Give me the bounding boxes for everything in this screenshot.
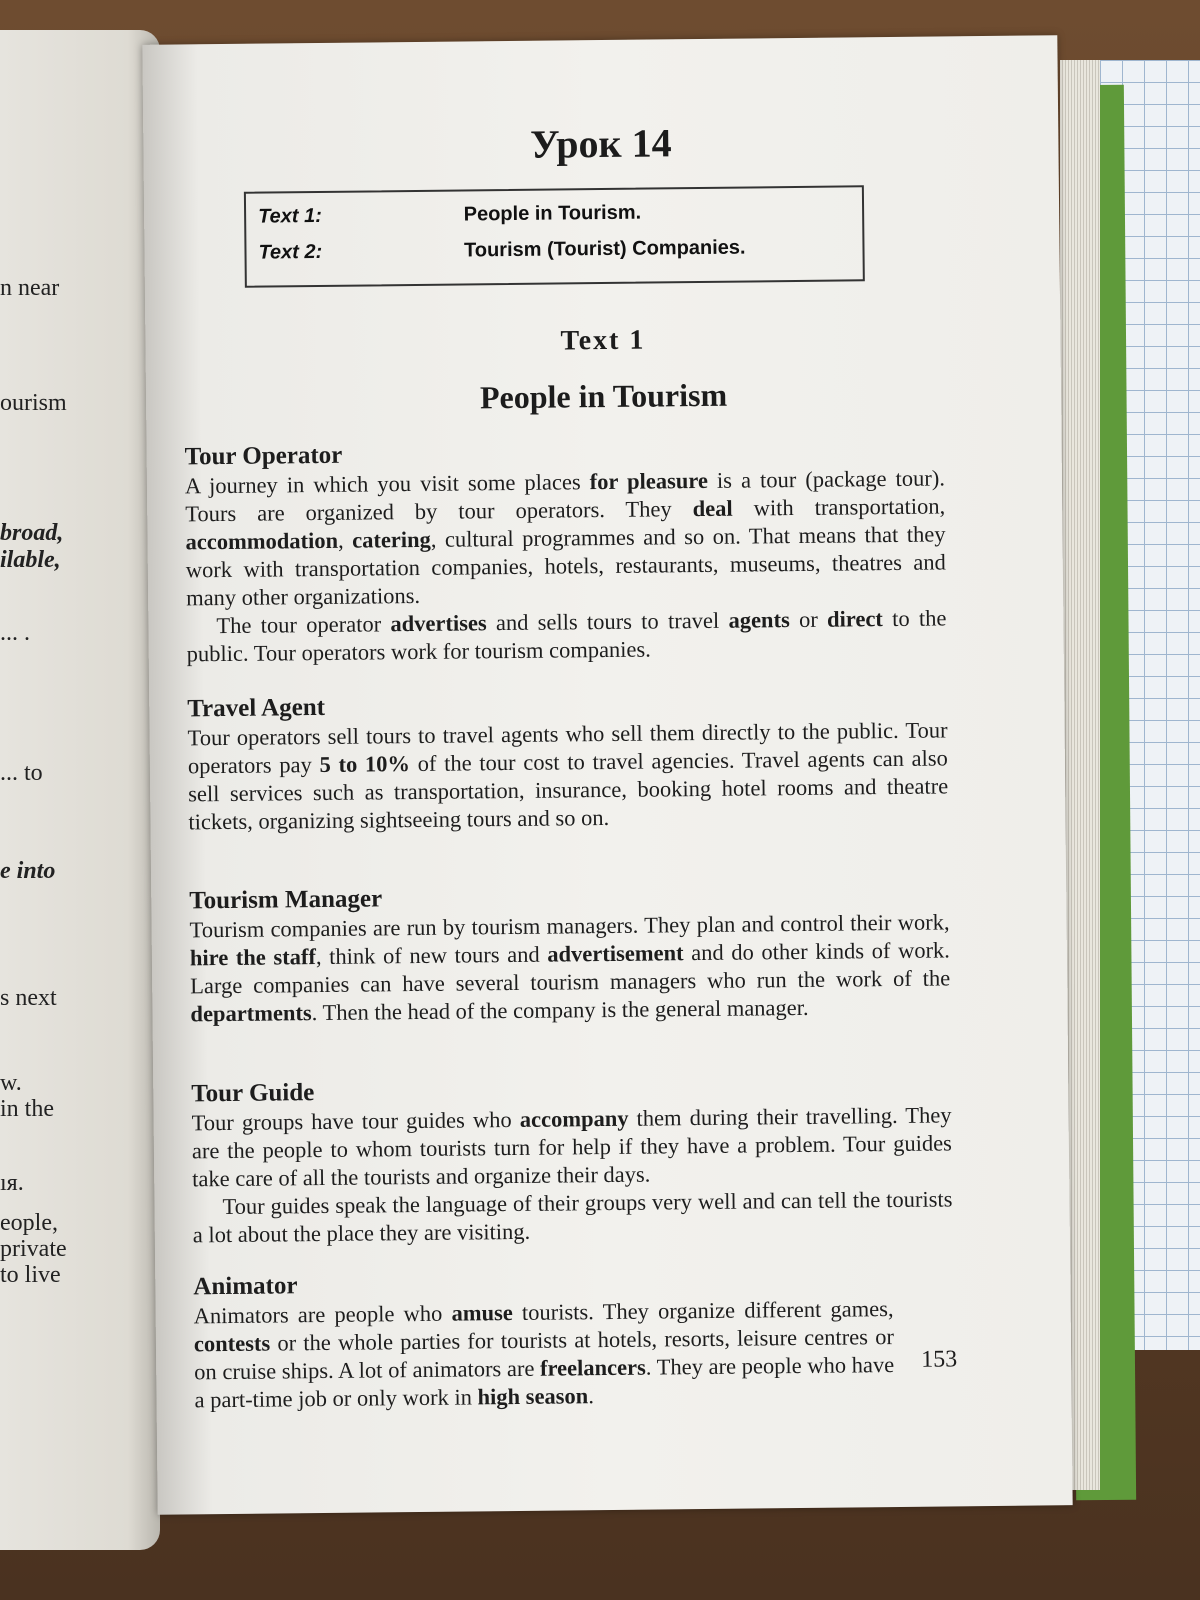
section-heading: Tourism Manager <box>189 885 383 915</box>
texts-box-row <box>258 237 745 265</box>
book-page <box>142 35 1072 1515</box>
texts-box <box>244 185 865 287</box>
paragraph: Tour guides speak the language of their groups very well and can tell the tourists a lot about the place they are visiting. <box>192 1186 953 1248</box>
left-fragment: ilable, <box>0 547 61 573</box>
left-fragment: e into <box>0 858 56 884</box>
text-title: Tourism (Tourist) Companies. <box>463 236 746 262</box>
section-heading: Tour Guide <box>191 1079 315 1108</box>
paragraph: A journey in which you visit some places for pleasure is a tour (package tour). Tours are organized by tour operators. They deal with transportation, accommodation, catering, cultural programmes and so on. That means that they work with transportation companies, hotels, restaurants, museums, theatres and many other organizations. <box>184 465 946 611</box>
left-fragment: ıя. <box>0 1170 24 1196</box>
left-fragment: eople, <box>0 1210 58 1236</box>
section-heading: Tour Operator <box>184 441 343 471</box>
animator-section <box>193 1264 954 1414</box>
lesson-title: Урок 14 <box>529 120 672 167</box>
section-heading: Animator <box>193 1272 298 1301</box>
text-label: Text 1: <box>258 204 322 228</box>
left-page <box>0 30 160 1550</box>
paragraph: Animators are people who amuse tourists. They organize different games, contests or the whole parties for tourists at hotels, resorts, leisure centres or on cruise ships. A lot of animators are freelancers. They are people who have a part-time job or only work in high season. <box>193 1296 895 1413</box>
left-fragment: n near <box>0 275 60 301</box>
tourism-manager-section <box>189 878 950 1028</box>
left-fragment: private <box>0 1236 67 1262</box>
left-fragment: ourism <box>0 390 67 416</box>
tour-operator-section <box>184 434 946 668</box>
left-fragment: ... to <box>0 760 43 786</box>
travel-agent-section <box>187 686 948 836</box>
paragraph: Tour operators sell tours to travel agents who sell them directly to the public. Tour operators pay 5 to 10% of the tour cost to travel agencies. Travel agents can also sell services such as transportation, insurance, booking hotel rooms and theatre tickets, organizing sightseeing tours and so on. <box>187 717 949 835</box>
text-label: Text 2: <box>258 240 323 264</box>
left-fragment: broad, <box>0 520 64 546</box>
tour-guide-section <box>191 1071 953 1249</box>
page-number: 153 <box>921 1346 958 1373</box>
left-fragment: in the <box>0 1096 54 1122</box>
left-fragment: s next <box>0 985 57 1011</box>
paragraph: The tour operator advertises and sells tours to travel agents or direct to the public. Tour operators work for tourism companies. <box>186 605 947 667</box>
section-label: Text 1 <box>560 324 646 357</box>
left-fragment: ... . <box>0 620 30 646</box>
paragraph: Tourism companies are run by tourism managers. They plan and control their work, hire the staff, think of new tours and advertisement and do other kinds of work. Large companies can have several tourism managers who run the work of the departments. Then the head of the company is the general manager. <box>189 909 951 1027</box>
left-fragment: w. <box>0 1070 22 1096</box>
texts-box-row <box>258 202 641 229</box>
paragraph: Tour groups have tour guides who accompany them during their travelling. They are the people to whom tourists turn for help if they have a problem. Tour guides take care of all the tourists and organize their days. <box>191 1102 953 1192</box>
section-heading: Travel Agent <box>187 693 326 723</box>
left-fragment: to live <box>0 1262 61 1288</box>
section-title: People in Tourism <box>479 376 728 416</box>
text-title: People in Tourism. <box>463 201 642 226</box>
